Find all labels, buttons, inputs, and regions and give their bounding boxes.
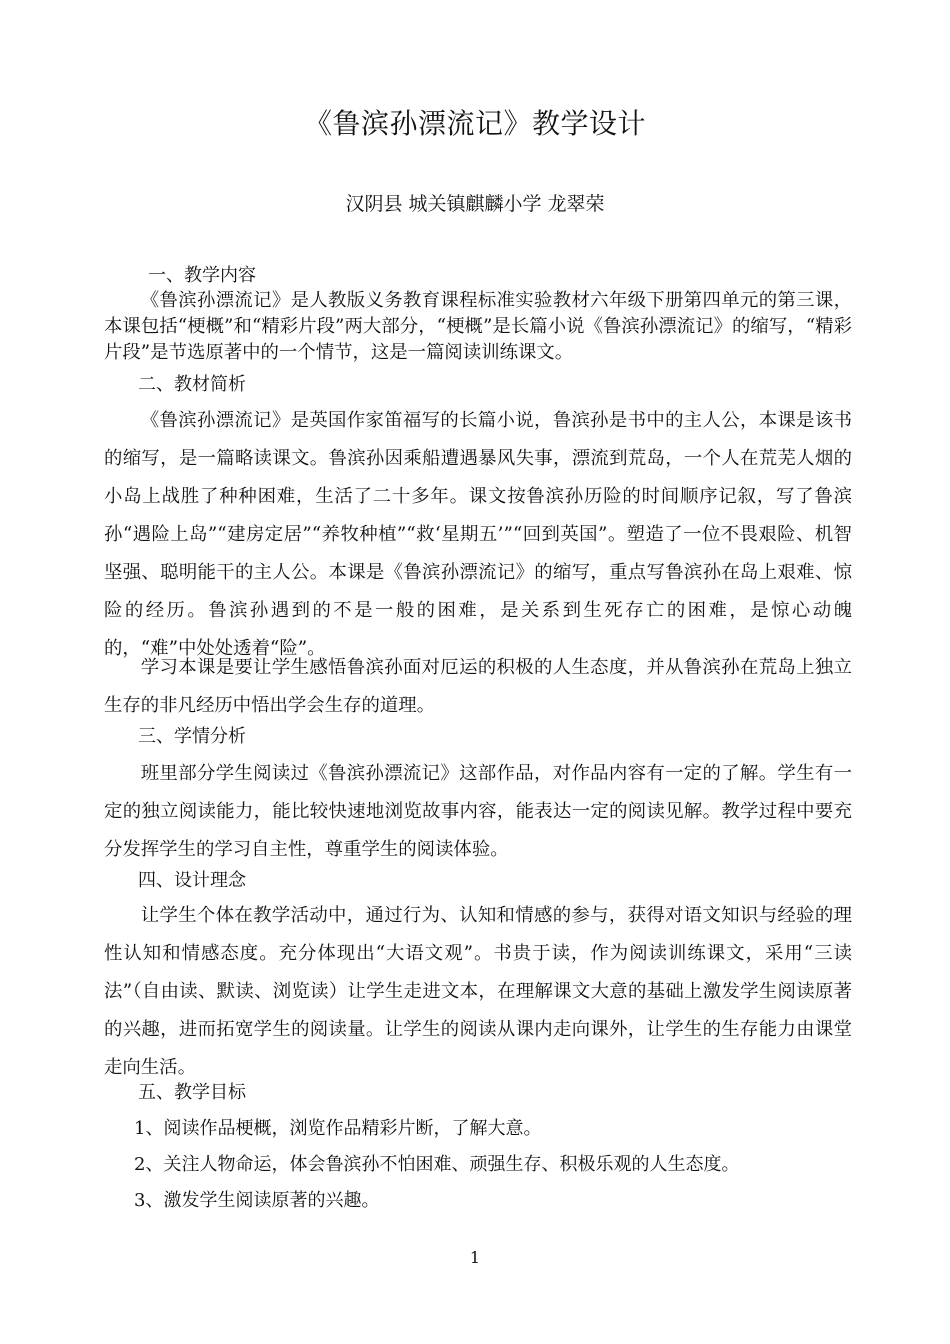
paragraph-material-analysis-1: 《鲁滨孙漂流记》是英国作家笛福写的长篇小说，鲁滨孙是书中的主人公，本课是该书的缩写，是一篇略读课文。鲁滨孙因乘船遭遇暴风失事，漂流到荒岛，一个人在荒芜人烟的小岛上战胜了种种困难，生活了二十多年。课文按鲁滨孙历险的时间顺序记叙，写了鲁滨孙“遇险上岛”“建房定居”“养牧种植”“救‘星期五’”“回到英国”。塑造了一位不畏艰险、机智坚强、聪明能干的主人公。本课是《鲁滨孙漂流记》的缩写，重点写鲁滨孙在岛上艰难、惊险的经历。鲁滨孙遇到的不是一般的困难，是关系到生死存亡的困难，是惊心动魄的，“难”中处处透着“险”。 — [104, 410, 852, 659]
goal-item-1: 1、阅读作品梗概，浏览作品精彩片断，了解大意。 — [134, 1118, 542, 1139]
section-heading-design-concept: 四、设计理念 — [138, 870, 246, 891]
author-line: 汉阴县 城关镇麒麟小学 龙翠荣 — [345, 193, 605, 215]
paragraph-teaching-content: 《鲁滨孙漂流记》是人教版义务教育课程标准实验教材六年级下册第四单元的第三课，本课包括“梗概”和“精彩片段”两大部分，“梗概”是长篇小说《鲁滨孙漂流记》的缩写，“精彩片段”是节选原著中的一个情节，这是一篇阅读训练课文。 — [104, 290, 852, 363]
goal-item-2: 2、关注人物命运，体会鲁滨孙不怕困难、顽强生存、积极乐观的人生态度。 — [134, 1154, 740, 1175]
section-heading-teaching-goals: 五、教学目标 — [138, 1082, 246, 1103]
section-heading-student-analysis: 三、学情分析 — [138, 726, 246, 747]
section-heading-teaching-content: 一、教学内容 — [148, 265, 256, 286]
goal-item-3: 3、激发学生阅读原著的兴趣。 — [134, 1190, 380, 1211]
paragraph-student-analysis: 班里部分学生阅读过《鲁滨孙漂流记》这部作品，对作品内容有一定的了解。学生有一定的独立阅读能力，能比较快速地浏览故事内容，能表达一定的阅读见解。教学过程中要充分发挥学生的学习自主性，尊重学生的阅读体验。 — [104, 763, 852, 860]
document-title: 《鲁滨孙漂流记》教学设计 — [303, 107, 646, 140]
page-number: 1 — [469, 1248, 481, 1267]
paragraph-design-concept: 让学生个体在教学活动中，通过行为、认知和情感的参与，获得对语文知识与经验的理性认知和情感态度。充分体现出“大语文观”。书贵于读，作为阅读训练课文，采用“三读法”（自由读、默读、浏览读）让学生走进文本，在理解课文大意的基础上激发学生阅读原著的兴趣，进而拓宽学生的阅读量。让学生的阅读从课内走向课外，让学生的生存能力由课堂走向生活。 — [104, 905, 852, 1078]
paragraph-material-analysis-2: 学习本课是要让学生感悟鲁滨孙面对厄运的积极的人生态度，并从鲁滨孙在荒岛上独立生存的非凡经历中悟出学会生存的道理。 — [104, 657, 852, 716]
section-heading-material-analysis: 二、教材简析 — [138, 374, 246, 395]
